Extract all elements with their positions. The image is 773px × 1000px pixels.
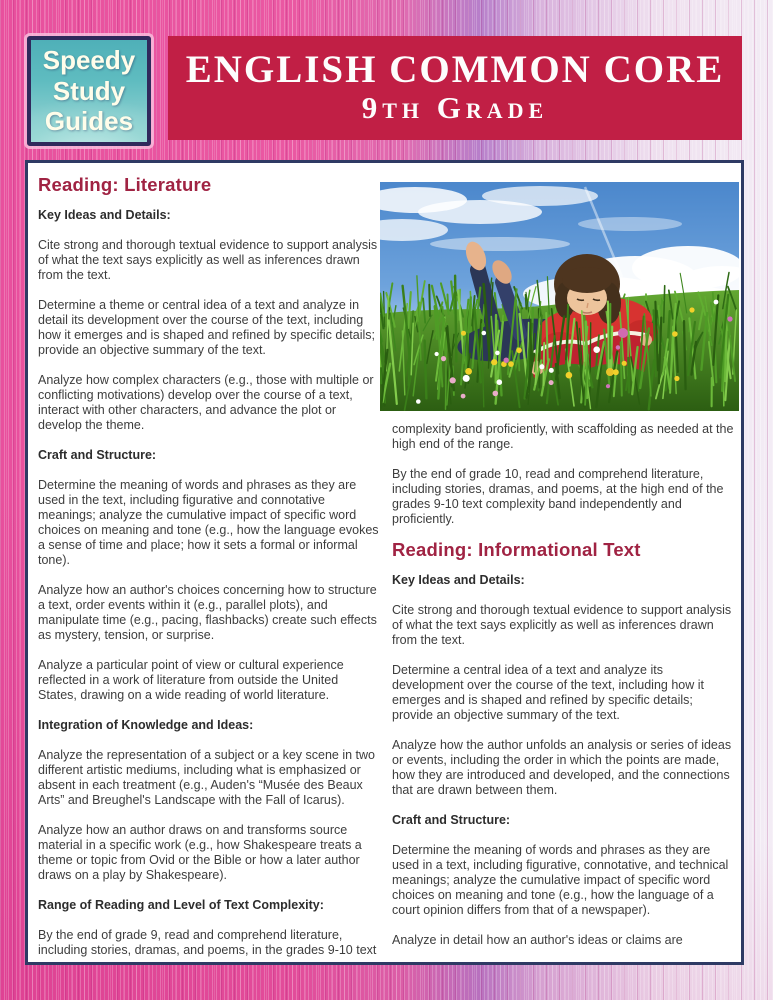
paragraph: complexity band proficiently, with scaffolding as needed at the high end of the range.	[392, 422, 734, 451]
paragraph: By the end of grade 10, read and comprehend literature, including stories, dramas, and poems, at the high end of the grades 9-10 text complexity band independently and proficiently.	[392, 467, 724, 526]
paragraph: Determine the meaning of words and phrases as they are used in the text, including figurative and connotative meanings; analyze the cumulative impact of specific word choices on meaning and tone (e.g., how the language evokes a sense of time and place; how it sets a formal or informal tone).	[38, 478, 379, 567]
section-heading: Reading: Literature	[38, 174, 212, 195]
right-column	[380, 182, 739, 963]
paragraph: Determine a central idea of a text and analyze its development over the course of the text, including how it emerges and is shaped and refined by specific details; provide an objective summary of the text.	[392, 663, 704, 722]
section-subheading: Craft and Structure:	[392, 813, 511, 827]
paragraph: Determine a theme or central idea of a text and analyze in detail its development over the course of the text, including how it emerges and is shaped and refined by specific details; provide an objective summary of the text.	[38, 298, 375, 357]
paragraph: Analyze how an author draws on and transforms source material in a specific work (e.g., how Shakespeare treats a theme or topic from Ovid or the Bible or how a later author draws on a play by Shakespeare).	[38, 823, 362, 882]
section-subheading: Key Ideas and Details:	[38, 208, 171, 222]
paragraph: Determine the meaning of words and phrases as they are used in a text, including figurative, connotative, and technical meanings; analyze the cumulative impact of specific word choices on meaning and tone (e.g., how the language of a court opinion differs from that of a newspaper).	[392, 843, 729, 917]
logo-line-1: Speedy	[42, 44, 136, 75]
logo-line-2: Study	[52, 75, 126, 106]
meadow-reading-photo	[380, 182, 739, 411]
section-subheading: Integration of Knowledge and Ideas:	[38, 718, 254, 732]
section-subheading: Range of Reading and Level of Text Complexity:	[38, 898, 324, 912]
paragraph: Analyze how complex characters (e.g., those with multiple or conflicting motivations) develop over the course of a text, interact with other characters, and advance the plot or develop the theme.	[38, 373, 374, 432]
paragraph: Analyze how an author's choices concerning how to structure a text, order events within it (e.g., parallel plots), and manipulate time (e.g., pacing, flashbacks) create such effects as mystery, tension, or surprise.	[38, 583, 377, 642]
content-panel	[25, 160, 744, 965]
right-column-text	[392, 422, 737, 948]
paragraph: By the end of grade 9, read and comprehend literature, including stories, dramas, and poems, in the grades 9-10 text	[38, 928, 377, 957]
paragraph: Analyze in detail how an author's ideas or claims are	[392, 933, 683, 947]
section-heading: Reading: Informational Text	[392, 539, 641, 560]
title-band	[168, 36, 742, 140]
section-subheading: Key Ideas and Details:	[392, 573, 525, 587]
paragraph: Analyze how the author unfolds an analysis or series of ideas or events, including the order in which the points are made, how they are introduced and developed, and the connections that are drawn between them.	[392, 738, 732, 797]
section-subheading: Craft and Structure:	[38, 448, 157, 462]
paragraph: Analyze a particular point of view or cultural experience reflected in a work of literature from outside the United States, drawing on a wide reading of world literature.	[38, 658, 344, 702]
speedy-study-guides-logo	[27, 36, 151, 146]
page-subtitle: 9th Grade	[361, 90, 549, 126]
paragraph: Cite strong and thorough textual evidence to support analysis of what the text says explicitly as well as inferences drawn from the text.	[392, 603, 732, 647]
page-title: ENGLISH COMMON CORE	[185, 48, 725, 92]
logo-line-3: Guides	[44, 106, 134, 137]
left-column	[38, 175, 380, 965]
paragraph: Cite strong and thorough textual evidence to support analysis of what the text says explicitly as well as inferences drawn from the text.	[38, 238, 378, 282]
paragraph: Analyze the representation of a subject or a key scene in two different artistic mediums, including what is emphasized or absent in each treatment (e.g., Auden's “Musée des Beaux Arts” and Breughel's Landscape with the Fall of Icarus).	[38, 748, 375, 807]
